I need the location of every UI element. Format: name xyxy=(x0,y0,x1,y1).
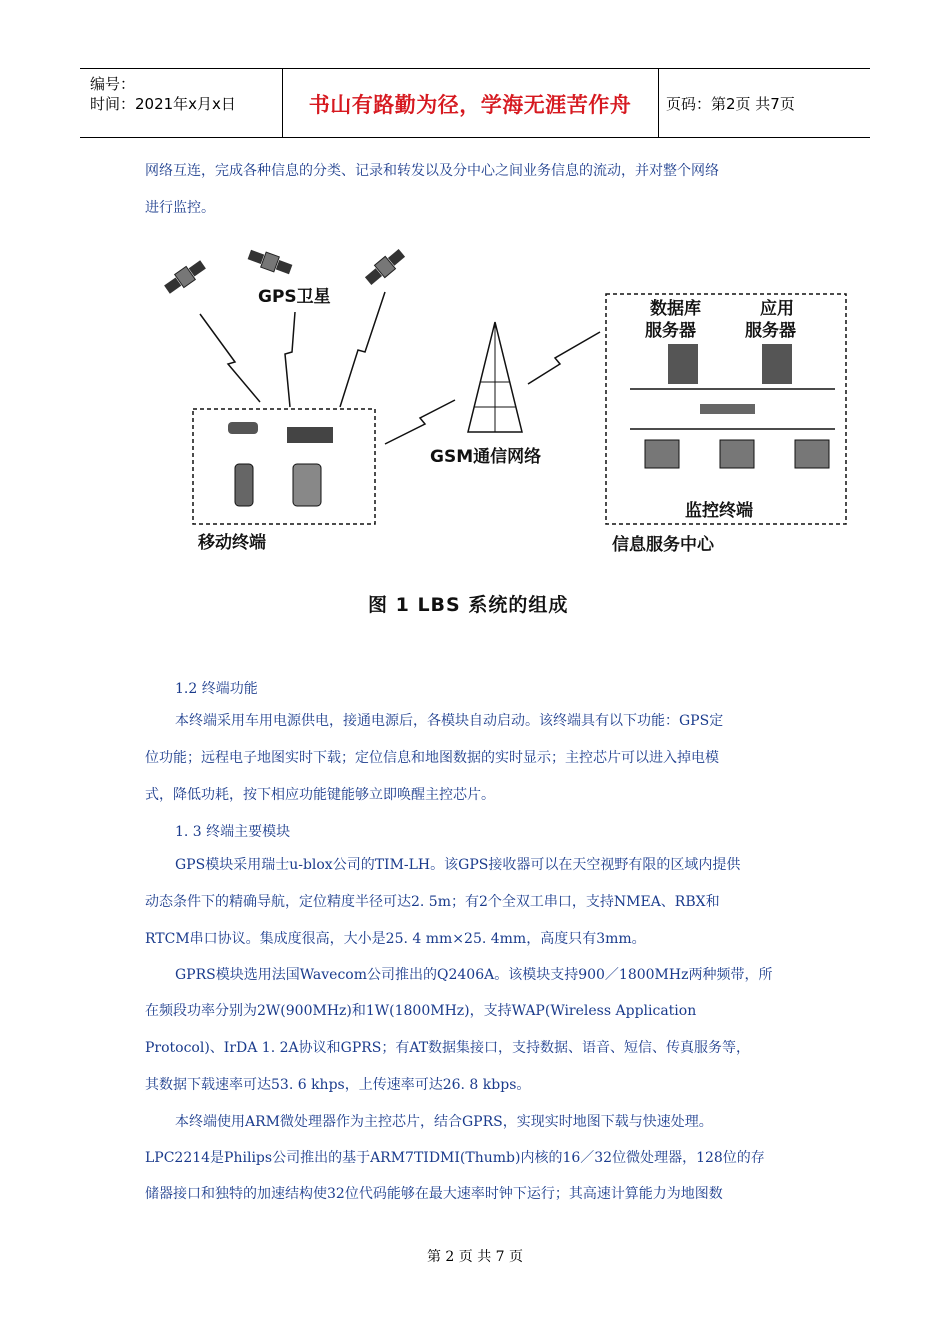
phone-icon xyxy=(235,464,253,506)
gsm-label: GSM通信网络 xyxy=(430,447,542,467)
body-line: 本终端采用车用电源供电，接通电源后，各模块自动启动。该终端具有以下功能：GPS定 xyxy=(175,713,724,729)
lbs-system-diagram xyxy=(150,232,870,632)
body-line: GPRS模块选用法国Wavecom公司推出的Q2406A。该模块支持900／1800MHz两种频带，所 xyxy=(175,967,773,983)
intro-line-1: 网络互连，完成各种信息的分类、记录和转发以及分中心之间业务信息的流动，并对整个网络 xyxy=(145,163,719,179)
body-line: 在频段功率分别为2W(900MHz)和1W(1800MHz)，支持WAP(Wireless Application xyxy=(145,1003,697,1019)
body-line: RTCM串口协议。集成度很高，大小是25. 4 mm×25. 4mm，高度只有3mm。 xyxy=(145,931,646,947)
db-server-icon xyxy=(668,344,698,384)
motto: 书山有路勤为径，学海无涯苦作舟 xyxy=(308,93,632,117)
pda-icon xyxy=(293,464,321,506)
header-meta xyxy=(80,69,283,137)
db-server-label-2: 服务器 xyxy=(645,321,696,341)
satellite-icon xyxy=(363,247,407,288)
monitor-icon xyxy=(720,440,754,468)
mobile-terminal-box xyxy=(193,409,375,524)
body-line: 动态条件下的精确导航，定位精度半径可达2. 5m；有2个全双工串口，支持NMEA、RBX和 xyxy=(145,894,720,910)
gps-label: GPS卫星 xyxy=(258,287,331,307)
body-line: LPC2214是Philips公司推出的基于ARM7TIDMI(Thumb)内核的16／32位微处理器，128位的存 xyxy=(145,1150,765,1166)
page-info: 页码：第2页 共7页 xyxy=(666,95,795,113)
wireless-link xyxy=(385,400,455,444)
satellite-icon xyxy=(162,258,207,296)
body-line: Protocol)、IrDA 1. 2A协议和GPRS；有AT数据集接口，支持数据、语音、短信、传真服务等， xyxy=(145,1040,751,1056)
page-header xyxy=(80,68,870,138)
body-line: 位功能；远程电子地图实时下载；定位信息和地图数据的实时显示；主控芯片可以进入掉电模 xyxy=(145,750,719,766)
wireless-link xyxy=(528,332,600,384)
body-line: GPS模块采用瑞士u-blox公司的TIM-LH。该GPS接收器可以在天空视野有限的区域内提供 xyxy=(175,857,741,873)
satellite-icon xyxy=(247,247,294,277)
page-footer: 第 2 页 共 7 页 xyxy=(426,1249,524,1265)
date-label: 时间：2021年x月x日 xyxy=(90,95,236,113)
switch-icon xyxy=(700,404,755,414)
header-page-cell xyxy=(658,69,870,137)
monitor-icon xyxy=(645,440,679,468)
monitor-icon xyxy=(795,440,829,468)
body-line: 本终端使用ARM微处理器作为主控芯片，结合GPRS，实现实时地图下载与快速处理。 xyxy=(175,1114,713,1130)
mobile-terminal-label: 移动终端 xyxy=(198,533,266,553)
body-line: 式，降低功耗，按下相应功能键能够立即唤醒主控芯片。 xyxy=(145,787,495,803)
body-line: 储器接口和独特的加速结构使32位代码能够在最大速率时钟下运行；其高速计算能力为地图数 xyxy=(145,1186,723,1202)
info-center-label: 信息服务中心 xyxy=(612,535,714,555)
wireless-link xyxy=(285,312,295,407)
section-heading: 1.2 终端功能 xyxy=(175,681,258,697)
router-icon xyxy=(287,427,333,443)
monitor-terminal-label: 监控终端 xyxy=(685,501,753,521)
figure-caption: 图 1 LBS 系统的组成 xyxy=(368,594,569,616)
intro-line-2: 进行监控。 xyxy=(145,200,215,216)
app-server-label-2: 服务器 xyxy=(745,321,796,341)
db-server-label-1: 数据库 xyxy=(650,299,701,319)
app-server-label-1: 应用 xyxy=(760,299,794,319)
header-motto-cell xyxy=(282,69,659,137)
app-server-icon xyxy=(762,344,792,384)
section-heading: 1. 3 终端主要模块 xyxy=(175,824,291,840)
wireless-link xyxy=(200,314,260,402)
car-icon xyxy=(228,422,258,434)
wireless-link xyxy=(340,292,385,407)
body-line: 其数据下载速率可达53. 6 khps，上传速率可达26. 8 kbps。 xyxy=(145,1077,531,1093)
tower-icon xyxy=(468,322,522,432)
number-label: 编号： xyxy=(90,75,136,93)
